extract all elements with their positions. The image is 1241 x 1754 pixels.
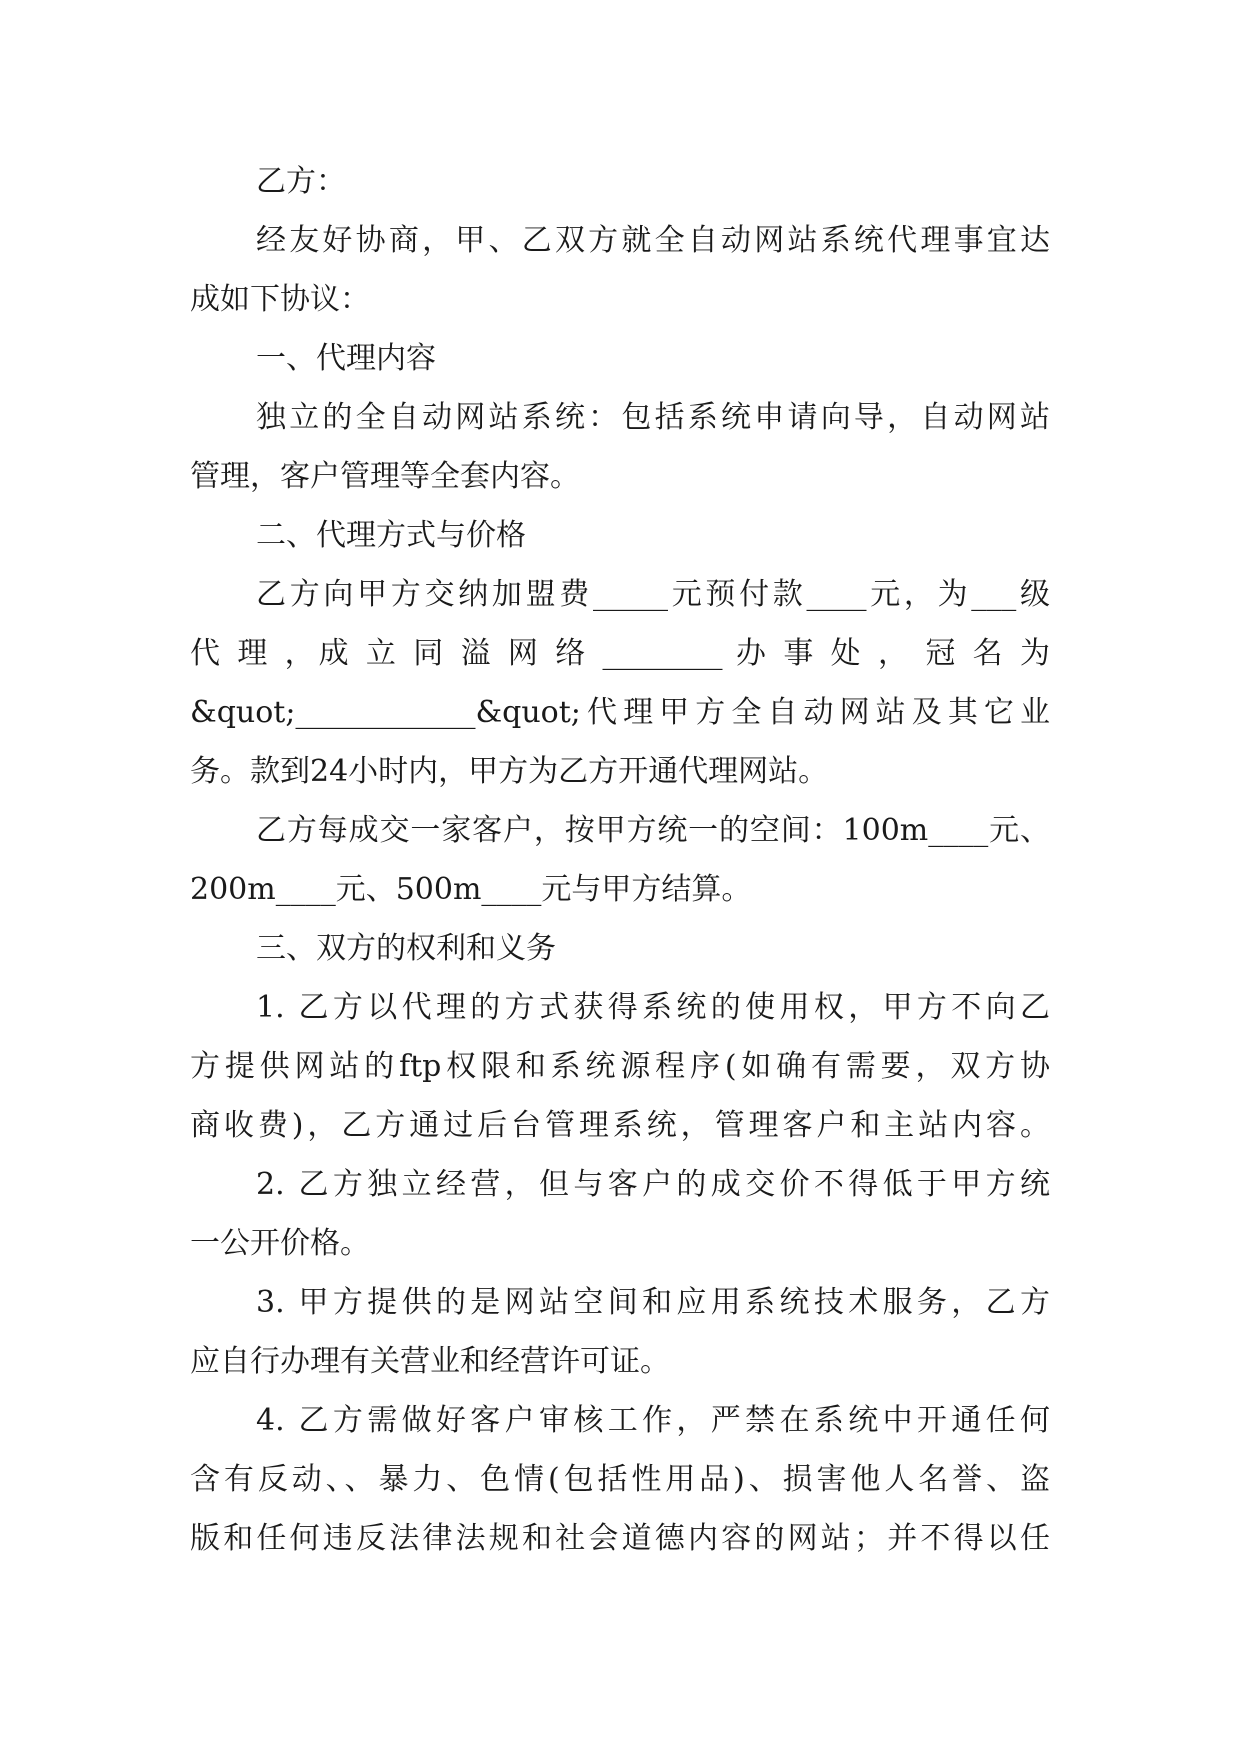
text-line: 成如下协议：	[190, 282, 370, 317]
text-line: 乙方每成交一家客户，按甲方统一的空间：100m____元、	[256, 813, 1050, 848]
text-line: 管理，客户管理等全套内容。	[190, 459, 580, 494]
text-line: 应自行办理有关营业和经营许可证。	[190, 1344, 670, 1379]
text-line: 乙方：	[256, 164, 346, 199]
list-item-line: 2. 乙方独立经营，但与客户的成交价不得低于甲方统	[256, 1167, 1050, 1202]
text-line: 200m____元、500m____元与甲方结算。	[190, 872, 752, 907]
text-line: 代 理 ，成 立 同 溢 网 络 ________ 办 事 处 ， 冠 名 为	[190, 636, 1050, 671]
list-item-line: 1. 乙方以代理的方式获得系统的使用权，甲方不向乙	[256, 990, 1050, 1025]
text-line: &quot;____________&quot;代理甲方全自动网站及其它业	[190, 695, 1050, 730]
text-line: 含有反动、、暴力、色情(包括性用品)、损害他人名誉、盗	[190, 1462, 1050, 1497]
text-line: 务。款到24小时内，甲方为乙方开通代理网站。	[190, 754, 829, 789]
list-item-line: 4. 乙方需做好客户审核工作，严禁在系统中开通任何	[256, 1403, 1050, 1438]
text-line: 乙方向甲方交纳加盟费_____元预付款____元，为___级	[256, 577, 1050, 612]
section-heading: 一、代理内容	[256, 341, 436, 376]
list-item-line: 3. 甲方提供的是网站空间和应用系统技术服务，乙方	[256, 1285, 1050, 1320]
text-line: 商收费)，乙方通过后台管理系统，管理客户和主站内容。	[190, 1108, 1050, 1143]
text-line: 版和任何违反法律法规和社会道德内容的网站；并不得以任	[190, 1521, 1050, 1556]
section-heading: 二、代理方式与价格	[256, 518, 526, 553]
text-line: 经友好协商，甲、乙双方就全自动网站系统代理事宜达	[256, 223, 1050, 258]
text-line: 独立的全自动网站系统：包括系统申请向导，自动网站	[256, 400, 1050, 435]
text-line: 一公开价格。	[190, 1226, 370, 1261]
document-body	[190, 152, 1050, 1568]
text-line: 方提供网站的ftp权限和系统源程序(如确有需要，双方协	[190, 1049, 1050, 1084]
section-heading: 三、双方的权利和义务	[256, 931, 556, 966]
